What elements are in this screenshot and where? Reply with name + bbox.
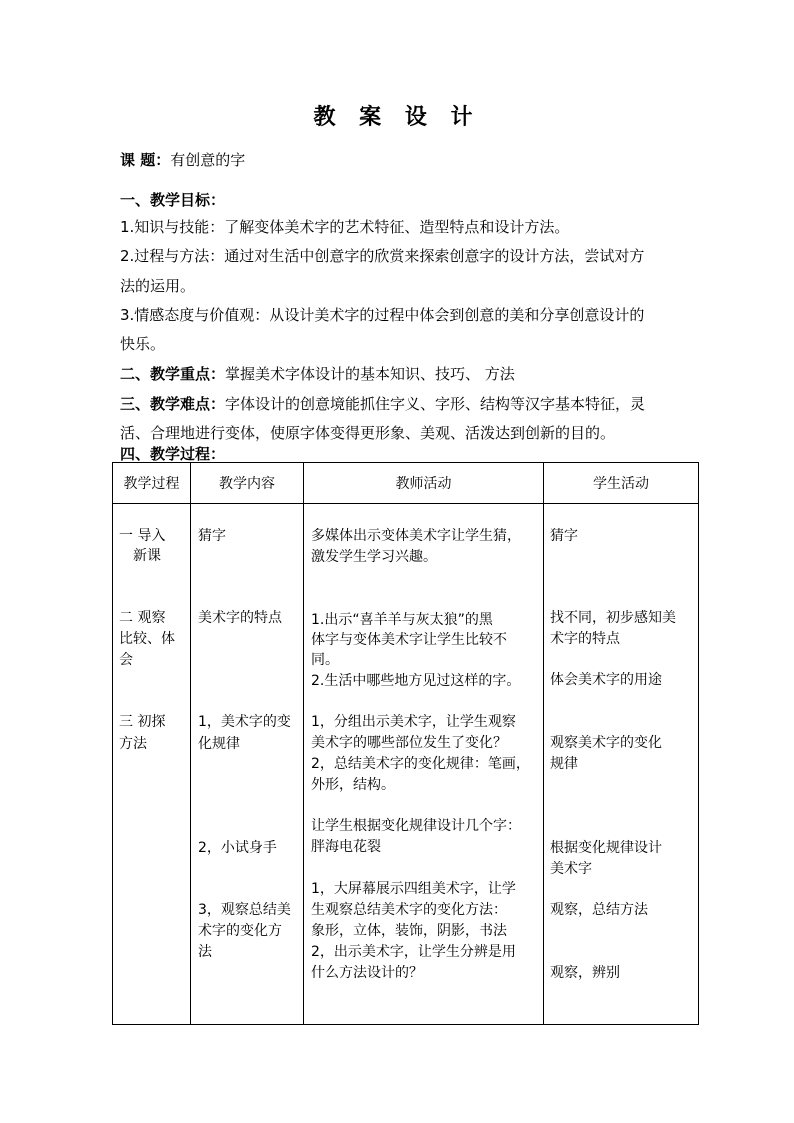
subject-label: 课 题： bbox=[120, 151, 171, 169]
teacher-line: 象形，立体，装饰，阴影，书法 bbox=[311, 923, 507, 939]
page-title: 教 案 设 计 bbox=[313, 104, 481, 130]
student-line: 找不同，初步感知美 bbox=[550, 610, 676, 626]
stage-1-line-2: 新课 bbox=[133, 548, 161, 564]
content-rules-line-1: 1，美术字的变 bbox=[198, 714, 291, 730]
teacher-line: 激发学生学习兴趣。 bbox=[311, 549, 437, 565]
goal-3-line-2: 快乐。 bbox=[120, 335, 166, 353]
difficulty-line-1 bbox=[120, 394, 645, 414]
key-point-line bbox=[120, 364, 515, 384]
goal-1: 1.知识与技能：了解变体美术字的艺术特征、造型特点和设计方法。 bbox=[120, 218, 570, 236]
subject-line bbox=[120, 150, 245, 170]
content-cell bbox=[191, 504, 304, 1025]
header-content: 教学内容 bbox=[191, 463, 304, 504]
content-rules-line-2: 化规律 bbox=[198, 736, 240, 752]
header-teacher: 教师活动 bbox=[304, 463, 544, 504]
teacher-line: 什么方法设计的？ bbox=[311, 965, 423, 981]
teacher-line: 胖海电花裂 bbox=[311, 839, 381, 855]
key-point-label: 二、教学重点： bbox=[120, 365, 226, 383]
student-line: 根据变化规律设计 bbox=[550, 840, 662, 856]
teacher-line: 让学生根据变化规律设计几个字： bbox=[311, 818, 521, 834]
process-table bbox=[112, 462, 699, 1025]
content-guess: 猜字 bbox=[198, 528, 226, 544]
teacher-line: 美术字的哪些部位发生了变化？ bbox=[311, 735, 507, 751]
goal-2-line-1: 2.过程与方法：通过对生活中创意字的欣赏来探索创意字的设计方法，尝试对方 bbox=[120, 247, 645, 265]
teacher-line: 多媒体出示变体美术字让学生猜， bbox=[311, 528, 521, 544]
teacher-line: 体字与变体美术字让学生比较不 bbox=[311, 632, 507, 648]
student-line: 规律 bbox=[550, 756, 578, 772]
student-line: 观察美术字的变化 bbox=[550, 735, 662, 751]
student-cell bbox=[544, 504, 699, 1025]
difficulty-line-2: 活、合理地进行变体，使原字体变得更形象、美观、活泼达到创新的目的。 bbox=[120, 424, 616, 442]
teacher-line: 1，分组出示美术字，让学生观察 bbox=[311, 714, 516, 730]
student-line: 观察，总结方法 bbox=[550, 902, 648, 918]
goal-2-line-2: 法的运用。 bbox=[120, 277, 196, 295]
goals-heading: 一、教学目标： bbox=[120, 191, 226, 209]
content-try: 2，小试身手 bbox=[198, 840, 277, 856]
header-student: 学生活动 bbox=[544, 463, 699, 504]
stage-2-line-3: 会 bbox=[119, 652, 133, 668]
teacher-line: 2.生活中哪些地方见过这样的字。 bbox=[311, 673, 521, 689]
student-line: 体会美术字的用途 bbox=[550, 672, 662, 688]
teacher-line: 2，出示美术字，让学生分辨是用 bbox=[311, 944, 516, 960]
stage-3-line-1: 三 初探 bbox=[119, 714, 166, 730]
stage-2-line-2: 比较、体 bbox=[119, 631, 175, 647]
teacher-line: 同。 bbox=[311, 652, 339, 668]
stage-3-line-2: 方法 bbox=[119, 736, 147, 752]
student-line: 猜字 bbox=[550, 528, 578, 544]
student-line: 观察，辨别 bbox=[550, 965, 620, 981]
content-methods-line-3: 法 bbox=[198, 944, 212, 960]
teacher-line: 1，大屏幕展示四组美术字，让学 bbox=[311, 881, 516, 897]
content-features: 美术字的特点 bbox=[198, 610, 282, 626]
teacher-line: 生观察总结美术字的变化方法： bbox=[311, 902, 507, 918]
teacher-line: 1.出示“喜羊羊与灰太狼”的黑 bbox=[311, 612, 493, 628]
difficulty-text-1: 字体设计的创意境能抓住字义、字形、结构等汉字基本特征，灵 bbox=[225, 395, 646, 413]
student-line: 美术字 bbox=[550, 861, 592, 877]
teacher-cell bbox=[304, 504, 544, 1025]
table-row bbox=[113, 504, 699, 1025]
header-process: 教学过程 bbox=[113, 463, 191, 504]
process-cell bbox=[113, 504, 191, 1025]
teacher-line: 2，总结美术字的变化规律：笔画， bbox=[311, 756, 530, 772]
process-heading: 四、教学过程： bbox=[120, 445, 226, 463]
subject-value: 有创意的字 bbox=[170, 151, 246, 169]
key-point-text: 掌握美术字体设计的基本知识、技巧、 方法 bbox=[225, 365, 515, 383]
student-line: 术字的特点 bbox=[550, 631, 620, 647]
teacher-line: 外形，结构。 bbox=[311, 777, 395, 793]
stage-2-line-1: 二 观察 bbox=[119, 610, 166, 626]
content-methods-line-1: 3，观察总结美 bbox=[198, 902, 291, 918]
difficulty-label: 三、教学难点： bbox=[120, 395, 226, 413]
table-header-row bbox=[113, 463, 699, 504]
goal-3-line-1: 3.情感态度与价值观：从设计美术字的过程中体会到创意的美和分享创意设计的 bbox=[120, 306, 645, 324]
stage-1-line-1: 一 导入 bbox=[119, 528, 166, 544]
content-methods-line-2: 术字的变化方 bbox=[198, 923, 282, 939]
